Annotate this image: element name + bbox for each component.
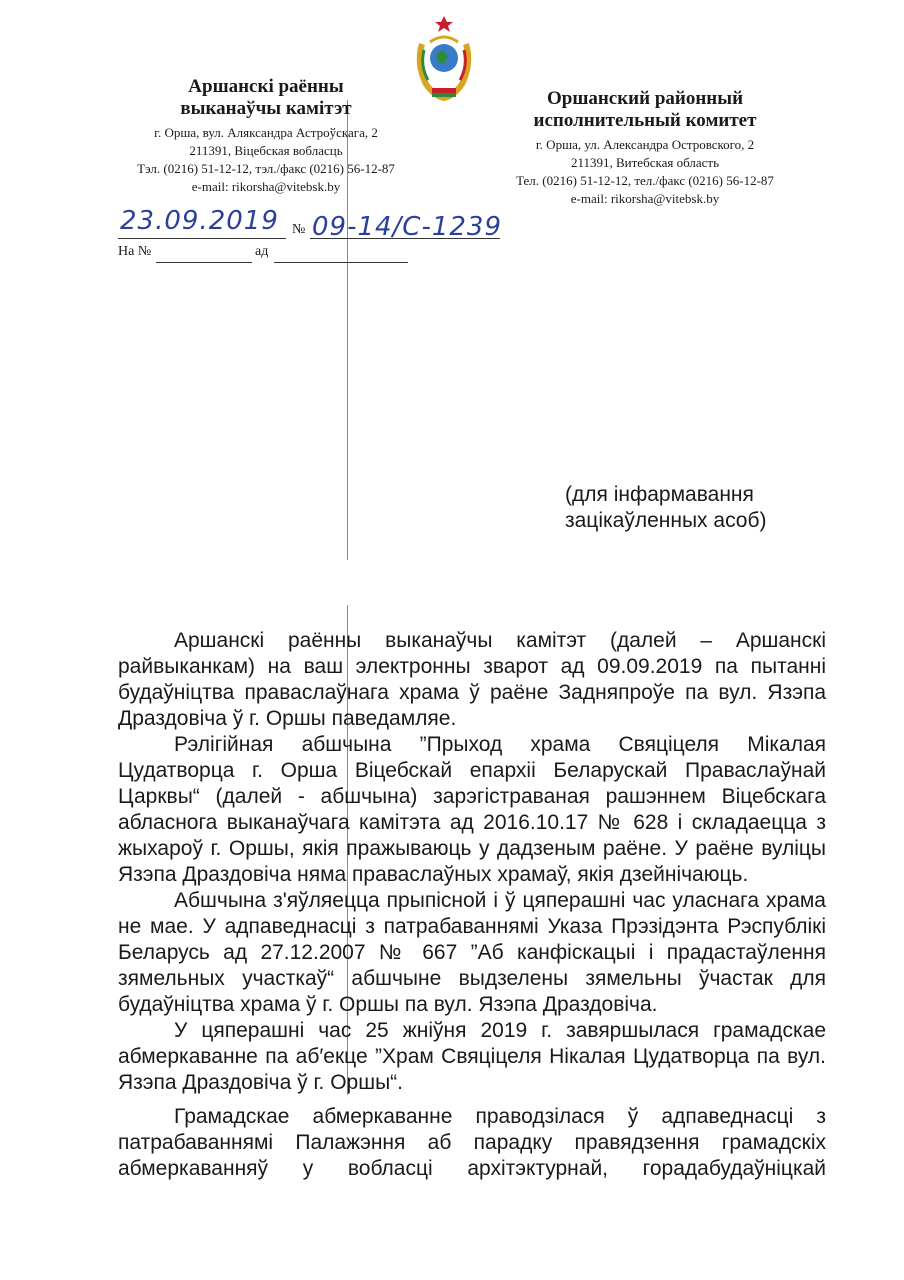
- org-address: г. Орша, вул. Аляксандра Астроўскага, 2: [154, 125, 378, 140]
- emblem-ribbon-red: [432, 88, 456, 93]
- date-underline: [118, 238, 286, 239]
- org-postal: 211391, Витебская область: [570, 155, 720, 170]
- org-postal: 211391, Віцебская вобласць: [189, 143, 343, 158]
- recipient-line1: (для інфармавання: [565, 483, 754, 506]
- recipient-line2: зацікаўленных асоб): [565, 509, 767, 532]
- handwritten-number: 09-14/С-1239: [312, 212, 503, 242]
- header-left: [108, 76, 424, 196]
- recipient-block: [565, 482, 767, 534]
- org-name-line2: выканаўчы камітэт: [180, 98, 352, 119]
- number-underline: [310, 238, 500, 239]
- emblem-ribbon-green: [432, 93, 456, 97]
- body-paragraph-3: Абшчына з'яўляецца прыпісной і ў цяперашні час уласнага храма не мае. У адпаведнасці з патрабаваннямі Указа Прэзідэнта Рэспублікі Беларусь ад 27.12.2007 № 667 ”Аб канфіскацыі і прадастаўлення зямельных участкаў“ абшчыне выдзелены зямельны ўчастак для будаўніцтва храма ў г. Оршы па вул. Язэпа Драздовіча.: [118, 889, 826, 1016]
- body-paragraph-2: Рэлігійная абшчына ”Прыход храма Свяціцеля Мікалая Цудатворца г. Орша Віцебскай епархіі Беларускай Праваслаўнай Царквы“ (далей - абшчына) зарэгістраваная рашэннем Віцебскага абласнога выканаўчага камітэта ад 2016.10.17 № 628 і складаецца з жыхароў г. Оршы, якія пражываюць у дадзеным раёне. У раёне вуліцы Язэпа Драздовіча няма праваслаўных храмаў, якія дзейнічаюць.: [118, 733, 826, 886]
- org-name-line1: Аршанскі раённы: [188, 76, 344, 97]
- ref-number-underline: [156, 262, 252, 263]
- letter-body: [118, 628, 826, 1182]
- ref-from-label: ад: [255, 244, 269, 259]
- body-paragraph-1: Аршанскі раённы выканаўчы камітэт (далей – Аршанскі райвыканкам) на ваш электронны зварот ад 09.09.2019 па пытанні будаўніцтва праваслаўнага храма ў раёне Задняпроўе па вул. Язэпа Драздовіча ў г. Оршы паведамляе.: [118, 629, 826, 730]
- handwritten-date: 23.09.2019: [120, 206, 279, 236]
- number-label: №: [292, 222, 306, 237]
- org-address: г. Орша, ул. Александра Островского, 2: [535, 137, 755, 152]
- header-right: [490, 88, 800, 208]
- ref-label: На №: [118, 244, 152, 259]
- org-email: e-mail: rikorsha@vitebsk.by: [570, 191, 720, 206]
- ref-date-underline: [274, 262, 408, 263]
- body-paragraph-4: У цяперашні час 25 жніўня 2019 г. завяршылася грамадскае абмеркаванне па аб′екце ”Храм Свяціцеля Нікалая Цудатворца па вул. Язэпа Драздовіча ў г. Оршы“.: [118, 1019, 826, 1094]
- org-name-line1: Оршанский районный: [546, 88, 744, 109]
- body-paragraph-5: Грамадскае абмеркаванне праводзілася ў адпаведнасці з патрабаваннямі Палажэння аб парадку правядзення грамадскіх абмеркаванняў у вобласці архітэктурнай, горадабудаўніцкай: [118, 1105, 826, 1180]
- org-phone: Тэл. (0216) 51-12-12, тэл./факс (0216) 56-12-87: [137, 161, 395, 176]
- emblem-sunrays: [430, 37, 458, 42]
- org-email: e-mail: rikorsha@vitebsk.by: [191, 179, 341, 194]
- org-name-line2: исполнительный комитет: [533, 110, 757, 131]
- org-phone: Тел. (0216) 51-12-12, тел./факс (0216) 56-12-87: [516, 173, 774, 188]
- emblem-star: [435, 16, 453, 32]
